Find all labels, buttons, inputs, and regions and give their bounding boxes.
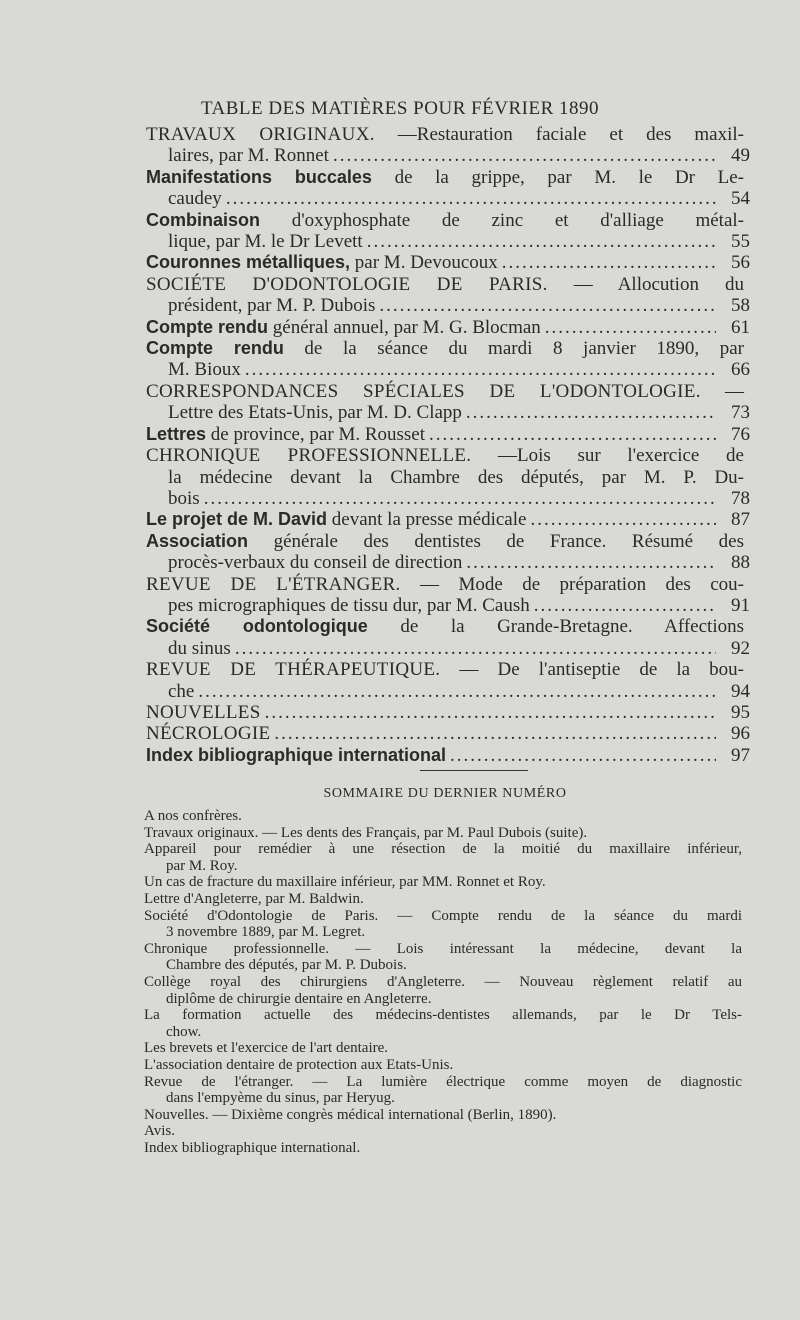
toc-entry-text [146, 723, 270, 744]
toc-entry [146, 445, 750, 509]
toc-entry-first-line [146, 274, 750, 295]
toc-entry-detail: — Mode de préparation des cou- [400, 573, 744, 595]
toc-entry [146, 124, 750, 167]
summary-item-line: Nouvelles. — Dixième congrès médical international (Berlin, 1890). [144, 1106, 557, 1123]
page-number: 54 [731, 188, 750, 210]
toc-entry-continuation: M. Bioux [168, 359, 241, 381]
summary-item-line: Travaux originaux. — Les dents des Français, par M. Paul Dubois (suite). [144, 824, 588, 841]
leader-dots [429, 424, 716, 445]
toc-entry-detail: d'oxyphosphate de zinc et d'alliage métal- [260, 209, 744, 231]
summary-item-line: Appareil pour remédier à une résection de la moitié du maxillaire inférieur, [144, 841, 742, 858]
toc-entry [146, 167, 750, 210]
toc-entry-line [146, 295, 750, 316]
summary-item [144, 1140, 742, 1157]
toc-entry-lead: Société odontologique [146, 616, 368, 637]
toc-entry-lead: REVUE DE L'ÉTRANGER. [146, 573, 401, 595]
toc-entry-detail: —Lois sur l'exercice de [471, 445, 744, 467]
leader-dots [545, 317, 716, 338]
toc-entry-lead: Compte rendu [146, 338, 284, 359]
summary-item-line: Index bibliographique international. [144, 1139, 361, 1156]
page-number: 92 [731, 637, 750, 659]
toc-entry-line [146, 402, 750, 423]
page-number: 88 [731, 552, 750, 574]
page-number: 56 [731, 252, 750, 274]
toc-entry-line [146, 145, 750, 166]
page-title: TABLE DES MATIÈRES POUR FÉVRIER 1890 [200, 98, 600, 119]
toc-entry [146, 338, 750, 381]
summary-title: SOMMAIRE DU DERNIER NUMÉRO [323, 786, 567, 801]
toc-entry [146, 531, 750, 574]
toc-entry-text [146, 317, 541, 338]
summary-item-line: Chronique professionnelle. — Lois intéressant la médecine, devant la [144, 940, 742, 957]
toc-entry-first-line [146, 338, 750, 359]
leader-dots [226, 188, 716, 209]
toc-entry-line [146, 488, 750, 509]
page-number: 78 [731, 487, 750, 509]
summary-item [144, 874, 742, 891]
summary-item-line: Revue de l'étranger. — La lumière électrique comme moyen de diagnostic [144, 1073, 742, 1090]
page-number: 73 [731, 402, 750, 424]
summary-item-line: Les brevets et l'exercice de l'art dentaire. [144, 1040, 389, 1057]
leader-dots [367, 231, 716, 252]
toc-entry-lead: Le projet de M. David [146, 509, 328, 530]
toc-entry [146, 381, 750, 424]
summary-item-line: Collège royal des chirurgiens d'Angleterre. — Nouveau règlement relatif au [144, 973, 742, 990]
leader-dots [235, 638, 716, 659]
toc-entry [146, 723, 750, 744]
toc-entry-detail: —Restauration faciale et des maxil- [374, 124, 744, 145]
divider [420, 770, 528, 771]
summary-item [144, 1074, 742, 1107]
toc-entry-detail: générale des dentistes de France. Résumé des [248, 530, 744, 552]
summary-item [144, 1040, 742, 1057]
toc-entry-first-line [146, 445, 750, 466]
page-number: 87 [731, 509, 750, 531]
toc-entry-lead: NÉCROLOGIE [146, 723, 271, 745]
summary-item [144, 941, 742, 974]
toc-entry-line [146, 723, 750, 744]
toc-entry [146, 616, 750, 659]
page-number: 66 [731, 359, 750, 381]
toc-entry-line [146, 509, 750, 530]
summary-item [144, 1007, 742, 1040]
toc-entry [146, 509, 750, 530]
toc-entry-continuation: procès-verbaux du conseil de direction [168, 552, 463, 574]
toc-entry-first-line [146, 381, 750, 402]
toc-entry-detail: de la séance du mardi 8 janvier 1890, par [283, 338, 744, 360]
leader-dots [534, 595, 716, 616]
summary-item [144, 974, 742, 1007]
toc-entry-line [146, 702, 750, 723]
toc-entry-lead: Lettres [146, 423, 207, 444]
toc-entry-line [146, 745, 750, 766]
toc-entry-first-line [146, 531, 750, 552]
toc-entry [146, 210, 750, 253]
toc-entry-detail: par M. Devoucoux [350, 252, 498, 274]
page-number: 94 [731, 680, 750, 702]
toc-entry-text [146, 252, 498, 273]
leader-dots [379, 295, 716, 316]
toc-entry-continuation: lique, par M. le Dr Levett [168, 231, 363, 253]
toc-entry-lead: REVUE DE THÉRAPEUTIQUE. [146, 659, 441, 681]
toc-entry [146, 659, 750, 702]
toc-entry-line [146, 595, 750, 616]
summary-item-line: chow. [166, 1023, 202, 1040]
toc-entry-lead: Combinaison [146, 209, 261, 230]
toc-entry-first-line [146, 574, 750, 595]
leader-dots [274, 723, 716, 744]
toc-entry [146, 252, 750, 273]
summary-item [144, 891, 742, 908]
toc-entry-line [146, 638, 750, 659]
leader-dots [245, 359, 716, 380]
toc-entry-detail: de province, par M. Rousset [206, 423, 426, 445]
toc-entry-first-line [146, 124, 750, 145]
toc-entry-lead: TRAVAUX ORIGINAUX. [146, 124, 375, 145]
page-number: 76 [731, 423, 750, 445]
toc-entry-lead: NOUVELLES [146, 701, 261, 723]
page-number: 61 [731, 316, 750, 338]
summary-item-line: par M. Roy. [166, 857, 238, 874]
toc-entry-continuation: bois [168, 487, 200, 509]
toc-entry-lead: Manifestations buccales [146, 166, 372, 187]
leader-dots [204, 488, 716, 509]
toc-entry-line [146, 188, 750, 209]
toc-entry-first-line [146, 210, 750, 231]
toc-entry-middle-line: la médecine devant la Chambre des députés, par M. P. Du- [168, 466, 744, 488]
summary-item-line: Société d'Odontologie de Paris. — Compte rendu de la séance du mardi [144, 907, 742, 924]
page-number: 49 [731, 145, 750, 167]
toc-entry-first-line [146, 616, 750, 637]
summary-item [144, 1107, 742, 1124]
toc-entry-detail: de la Grande-Bretagne. Affections [367, 616, 744, 638]
toc-entry-detail: général annuel, par M. G. Blocman [268, 316, 541, 338]
toc-entry-continuation: che [168, 680, 195, 702]
toc-entry-line [146, 252, 750, 273]
table-of-contents [146, 124, 750, 766]
toc-entry-continuation: Lettre des Etats-Unis, par M. D. Clapp [168, 402, 462, 424]
toc-entry-continuation: du sinus [168, 637, 231, 659]
summary-item-line: L'association dentaire de protection aux Etats-Unis. [144, 1056, 454, 1073]
toc-entry-detail: — [700, 380, 745, 402]
toc-entry-line [146, 424, 750, 445]
toc-entry-line [146, 552, 750, 573]
summary-list [144, 808, 742, 1156]
toc-entry-detail: — De l'antiseptie de la bou- [440, 659, 744, 681]
summary-item-line: Avis. [144, 1123, 175, 1140]
summary-item [144, 825, 742, 842]
toc-entry-text [146, 424, 425, 445]
toc-entry-lead: CORRESPONDANCES SPÉCIALES DE L'ODONTOLOGIE. [146, 380, 701, 402]
page-number: 58 [731, 295, 750, 317]
toc-entry-line [146, 359, 750, 380]
toc-entry-detail: — Allocution du [547, 273, 744, 295]
page-number: 97 [731, 744, 750, 766]
toc-entry-line [146, 231, 750, 252]
toc-entry [146, 317, 750, 338]
toc-entry-first-line [146, 167, 750, 188]
summary-item-line: A nos confrères. [144, 808, 242, 824]
toc-entry-lead: Compte rendu [146, 316, 269, 337]
summary-item-line: Lettre d'Angleterre, par M. Baldwin. [144, 890, 364, 907]
toc-entry-text [146, 745, 446, 766]
leader-dots [530, 509, 716, 530]
toc-entry-continuation: président, par M. P. Dubois [168, 295, 376, 317]
leader-dots [502, 252, 716, 273]
leader-dots [198, 681, 716, 702]
toc-entry-line [146, 317, 750, 338]
toc-entry [146, 745, 750, 766]
summary-item [144, 808, 742, 825]
toc-entry-detail: devant la presse médicale [327, 509, 527, 531]
summary-item [144, 1057, 742, 1074]
toc-entry-lead: Index bibliographique international [146, 744, 447, 765]
leader-dots [466, 402, 716, 423]
toc-entry [146, 702, 750, 723]
toc-entry [146, 424, 750, 445]
summary-item-line: La formation actuelle des médecins-dentistes allemands, par le Dr Tels- [144, 1007, 742, 1024]
page-number: 55 [731, 231, 750, 253]
toc-entry-lead: CHRONIQUE PROFESSIONNELLE. [146, 445, 472, 467]
leader-dots [466, 552, 716, 573]
toc-entry-detail: de la grippe, par M. le Dr Le- [371, 166, 744, 188]
leader-dots [450, 745, 716, 766]
summary-item-line: Un cas de fracture du maxillaire inférieur, par MM. Ronnet et Roy. [144, 874, 546, 891]
summary-item-line: dans l'empyème du sinus, par Heryug. [166, 1090, 395, 1107]
toc-entry-line [146, 681, 750, 702]
page-number: 96 [731, 723, 750, 745]
leader-dots [333, 145, 716, 166]
toc-entry-lead: Association [146, 530, 249, 551]
toc-entry-lead: Couronnes métalliques, [146, 252, 351, 273]
summary-item-line: Chambre des députés, par M. P. Dubois. [166, 957, 407, 974]
summary-item [144, 908, 742, 941]
toc-entry-continuation: caudey [168, 188, 222, 210]
toc-entry-continuation: laires, par M. Ronnet [168, 145, 329, 167]
toc-entry [146, 574, 750, 617]
toc-entry-continuation: pes micrographiques de tissu dur, par M. Caush [168, 594, 530, 616]
summary-item-line: diplôme de chirurgie dentaire en Angleterre. [166, 990, 432, 1007]
toc-entry-text [146, 702, 261, 723]
summary-item [144, 841, 742, 874]
page-number: 95 [731, 701, 750, 723]
toc-entry-first-line [146, 659, 750, 680]
toc-entry-lead: SOCIÉTE D'ODONTOLOGIE DE PARIS. [146, 273, 548, 295]
toc-entry [146, 274, 750, 317]
toc-entry-text [146, 509, 526, 530]
summary-item [144, 1123, 742, 1140]
page-number: 91 [731, 594, 750, 616]
summary-item-line: 3 novembre 1889, par M. Legret. [166, 924, 366, 941]
leader-dots [265, 702, 716, 723]
